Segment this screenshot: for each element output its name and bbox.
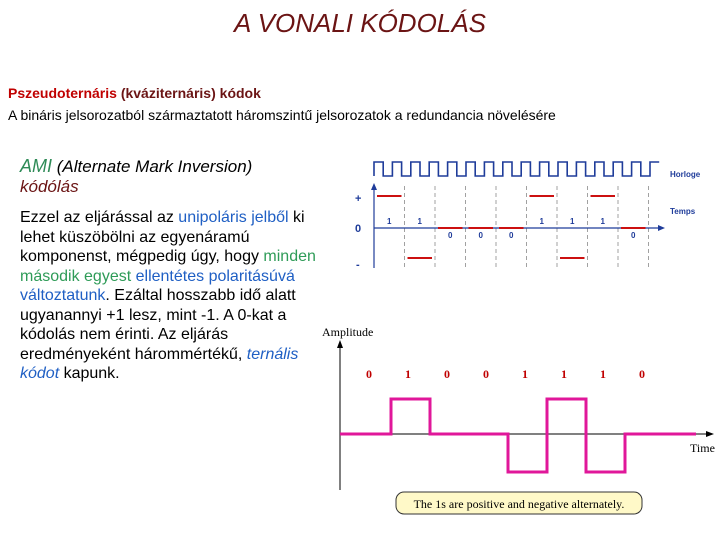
d2-bit-label: 0 (639, 367, 645, 381)
d1-bit-label: 1 (600, 217, 605, 226)
clock-label: Horloge (670, 170, 701, 179)
body-every-second: minden második egyest (20, 248, 316, 285)
d2-y-arrow (337, 340, 343, 348)
subtitle-main: Pszeudoternáris (8, 85, 117, 101)
axis-plus: + (355, 193, 362, 205)
d1-bit-label: 1 (387, 217, 392, 226)
body-p5: kapunk. (59, 365, 120, 382)
d2-wave (340, 399, 696, 472)
d2-caption: The 1s are positive and negative alternately. (413, 497, 625, 511)
d1-bit-label: 1 (417, 217, 422, 226)
body-text (20, 208, 330, 384)
d2-time-label: Time (690, 441, 715, 455)
ami-clock-diagram (340, 150, 720, 280)
d2-bit-label: 1 (600, 367, 606, 381)
d1-bit-label: 1 (539, 217, 544, 226)
d2-bit-label: 0 (444, 367, 450, 381)
d2-x-arrow (706, 431, 714, 437)
d1-bit-label: 0 (478, 231, 483, 240)
body-opposite: ellentétes polaritásúvá változtatunk (20, 267, 295, 304)
body-p1: Ezzel az eljárással az (20, 209, 179, 226)
ami-line2: kódólás (20, 177, 79, 196)
subtitle (8, 85, 261, 101)
page-title: A VONALI KÓDOLÁS (234, 8, 486, 38)
ami-heading (20, 156, 320, 197)
subtitle-paren: (kváziternáris) (116, 85, 220, 101)
d2-signal (340, 399, 696, 472)
subtitle-end: kódok (219, 85, 261, 101)
body-ternary: ternális kódot (20, 345, 299, 382)
body-unipolar: unipoláris jelből (178, 209, 289, 226)
d2-bit-label: 0 (483, 367, 489, 381)
ami-amplitude-diagram (320, 320, 720, 520)
ami-expansion: (Alternate Mark Inversion) (52, 157, 253, 176)
axis-zero: 0 (355, 223, 362, 235)
d2-bit-label: 1 (405, 367, 411, 381)
body-p2: ki lehet küszöbölni az egyenáramú komponenst, mégpedig úgy, hogy (20, 209, 305, 265)
d2-bit-labels (366, 367, 645, 381)
description: A bináris jelsorozatból származtatott háromszintű jelsorozatok a redundancia növelésére (8, 107, 556, 123)
amplitude-label: Amplitude (322, 325, 374, 339)
d2-bit-label: 0 (366, 367, 372, 381)
axis-minus: - (356, 259, 360, 271)
d1-bit-label: 0 (631, 231, 636, 240)
d2-bit-label: 1 (522, 367, 528, 381)
ami-acronym: AMI (20, 156, 53, 176)
d1-bit-label: 1 (570, 217, 575, 226)
d1-bit-label: 0 (448, 231, 453, 240)
body-p4: . Ezáltal hosszabb idő alatt ugyanannyi +1 lesz, mint -1. A 0-kat a kódolás nem érinti. Az eljárás eredményeként hárommértékű, (20, 287, 296, 363)
time-label: Temps (670, 207, 696, 216)
d2-bit-label: 1 (561, 367, 567, 381)
d1-bit-label: 0 (509, 231, 514, 240)
